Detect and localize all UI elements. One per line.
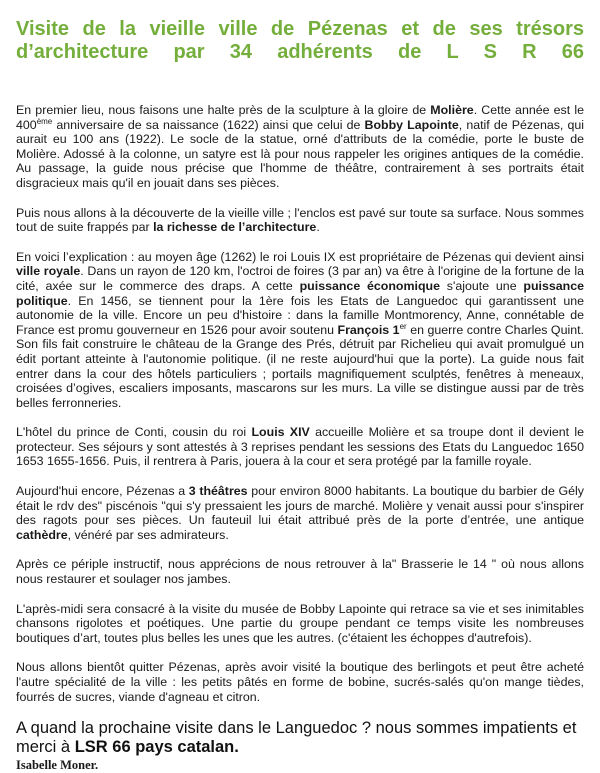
text-run: . En 1456, se tiennent pour la 1ère fois les Etats de Languedoc qui garantissent une autonomie de la ville. Encore un peu d'histoire : dans la famille Montmorency, Anne, connétable de France est promu gouverneur en 1526 pour avoir soutenu: [16, 293, 584, 337]
bold-francois: François 1: [337, 322, 400, 337]
paragraph-departure: Nous allons bientôt quitter Pézenas, après avoir visité la boutique des berlingots et peut être acheté l'autre spécialité de la ville : les petits pâtés en forme de bobine, sucrés-salés qu'on mange tièdes, fourrés de sucres, viande d'agneau et citron.: [16, 660, 584, 704]
bold-moliere: Molière: [430, 103, 474, 117]
text-run: anniversaire de sa naissance (1622) ainsi que celui de: [52, 117, 365, 132]
bold-puissance-politique: puissance politique: [16, 278, 584, 308]
text-run: A quand la prochaine visite dans le Languedoc ? nous sommes impatients et merci à: [16, 719, 577, 757]
bold-lsr66: LSR 66 pays catalan.: [74, 738, 239, 757]
text-run: . Cette année est le 400: [16, 103, 584, 132]
text-run: Puis nous allons à la découverte de la vieille ville ; l'enclos est pavé sur toute sa surface. Nous sommes tout de suite frappés par: [16, 205, 584, 235]
text-run: . Dans un rayon de 120 km, l'octroi de foires (3 par an) va être à l'origine de la fortune de la cité, axée sur le commerce des draps. A cette: [16, 264, 584, 293]
bold-louis-xiv: Louis XIV: [251, 425, 310, 440]
superscript: ème: [36, 116, 53, 126]
paragraph-history: [16, 250, 584, 411]
text-run: .: [316, 220, 320, 235]
paragraph-old-town: [16, 206, 584, 235]
closing-line: [16, 719, 584, 757]
text-run: , vénéré par ses admirateurs.: [67, 527, 229, 542]
text-run: Aujourd'hui encore, Pézenas a: [16, 484, 189, 499]
text-run: accueille Molière et sa troupe dont il devient le protecteur. Ses séjours y sont attestés à 3 reprises pendant les sessions des Etats du Languedoc 1650 1653 1655-1656. Puis, il rentrera à Paris, jouera à la cour et sera protégé par la famille royale.: [16, 425, 584, 469]
paragraph-conti: [16, 425, 584, 469]
paragraph-brasserie: Après ce périple instructif, nous apprécions de nous retrouver à la" Brasserie le 14 " où nous allons nous restaurer et soulager nos jambes.: [16, 557, 584, 587]
bold-puissance-economique: puissance économique: [299, 278, 440, 293]
text-run: , natif de Pézenas, qui aurait eu 100 ans (1922). Le socle de la statue, orné d'attributs de la comédie, porte le buste de Molière. Adossé à la colonne, un satyre est là pour nous rappeler les origines antiques de la comédie. Au passage, la guide nous précise que l'homme de théâtre, contrairement à ses portraits était disgracieux mais qu'il en jouait dans ses pièces.: [16, 117, 584, 190]
text-run: En premier lieu, nous faisons une halte près de la sculpture à la gloire de: [16, 103, 431, 117]
superscript: er: [399, 321, 407, 331]
bold-ville-royale: ville royale: [16, 264, 81, 279]
text-run: L'hôtel du prince de Conti, cousin du roi: [16, 425, 252, 440]
paragraph-moliere-statue: [16, 103, 584, 191]
bold-3-theatres: 3 théâtres: [188, 484, 248, 499]
bold-richesse: la richesse de l’architecture: [153, 220, 317, 235]
bold-cathedre: cathèdre: [16, 527, 68, 542]
paragraph-theatres: [16, 484, 584, 542]
text-run: pour environ 8000 habitants. La boutique du barbier de Gély était le rdv des" piscénois "qui s'y pressaient les jours de marché. Molière y venait aussi pour s'inspirer des ragots pour ses pièces. Un fauteuil lui était attribué près de la porte d’entrée, une antique: [16, 484, 584, 528]
paragraph-afternoon: L'après-midi sera consacré à la visite du musée de Bobby Lapointe qui retrace sa vie et ses inimitables chansons rigolotes et poétiques. Une partie du groupe pendant ce temps visite les nombreuses boutiques d’art, toutes plus belles les unes que les autres. (c'étaient les échoppes d'autrefois).: [16, 601, 584, 645]
text-run: s'ajoute une: [440, 278, 524, 293]
author-signature: Isabelle Moner.: [16, 758, 99, 773]
text-run: En voici l’explication : au moyen âge (1262) le roi Louis IX est propriétaire de Pézenas qui devient ainsi: [16, 249, 584, 264]
article-title: Visite de la vieille ville de Pézenas et de ses trésors d’architecture par 34 adhérents de L S R 66: [16, 18, 584, 63]
bold-bobby-lapointe: Bobby Lapointe: [364, 117, 459, 132]
text-run: en guerre contre Charles Quint. Son fils fait construire le château de la Grange des Prés, détruit par Richelieu qui avait promulgué un édit portant atteinte à l'autonomie politique. (il ne reste aujourd'hui que la porte). La guide nous fait entrer dans la cour des hôtels particuliers ; portails magnifiquement sculptés, fenêtres à meneaux, croisées d’ogives, escaliers imposants, mascarons sur les murs. La ville se distingue aussi par de très belles ferronneries.: [16, 322, 584, 410]
